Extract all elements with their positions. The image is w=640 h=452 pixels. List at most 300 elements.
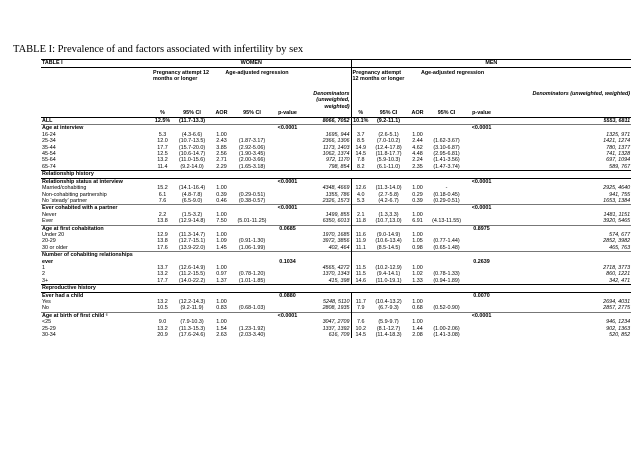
table-body — [41, 60, 631, 339]
women-pvalue — [272, 198, 303, 205]
row-label: 45-54 — [42, 151, 56, 158]
col-pvalue: p-value — [272, 110, 303, 118]
col-pct: % — [152, 110, 173, 118]
men-ci: (8.5-14.5) — [376, 244, 401, 251]
men-aor-ci: (0.78-1.33) — [433, 271, 460, 278]
women-aor: 0.97 — [216, 271, 227, 278]
empty-cell — [498, 205, 631, 212]
empty-cell — [303, 178, 351, 185]
women-aor-ci: (0.78-1.20) — [238, 271, 266, 278]
men-aor-ci: (1.41-3.08) — [433, 332, 460, 339]
empty-cell — [152, 312, 173, 319]
men-pvalue: <0.0001 — [465, 205, 498, 212]
men-aor: 2.44 — [412, 138, 423, 145]
women-ci: (9.2-14.0) — [180, 163, 204, 170]
table-row — [41, 332, 631, 338]
row-label: 55-64 — [42, 157, 56, 164]
group-header-row — [41, 292, 631, 299]
men-pct: 11.6 — [355, 231, 366, 238]
men-pct: 4.0 — [357, 191, 365, 198]
group-header-row — [41, 252, 631, 259]
empty-cell — [407, 312, 428, 319]
row-label: Ever — [42, 218, 54, 225]
men-aor: 2.24 — [412, 157, 423, 164]
empty-cell — [211, 252, 232, 259]
women-pct: 6.1 — [158, 191, 167, 198]
women-pvalue — [272, 218, 303, 225]
row-label: 30 or older — [42, 244, 68, 251]
empty-cell — [232, 178, 272, 185]
empty-cell — [152, 292, 173, 299]
women-ci: (9.2-11.9) — [180, 305, 204, 312]
men-denominators: 520, 852 — [609, 332, 631, 339]
women-pvalue — [272, 164, 303, 171]
men-ci: (8.1-12.7) — [376, 325, 401, 332]
women-denominators: 2326, 1573 — [303, 198, 351, 205]
men-ci: (11.3-14.0) — [375, 185, 402, 192]
empty-cell — [351, 312, 370, 319]
empty-cell — [370, 252, 407, 259]
women-pct: 20.9 — [157, 332, 168, 339]
women-ci: (12.6-14.9) — [178, 264, 206, 271]
empty-cell — [407, 178, 428, 185]
women-aor: 0.39 — [216, 191, 227, 198]
men-aor: 1.00 — [412, 131, 423, 138]
women-pvalue — [272, 252, 303, 259]
empty-cell — [152, 178, 173, 185]
men-denominators: 1481, 1151 — [603, 211, 631, 218]
men-ci: (6.1-11.0) — [377, 163, 401, 170]
table-label: TABLE I — [41, 60, 152, 68]
women-ci: (6.5-9.0) — [181, 197, 203, 204]
empty-cell — [173, 178, 211, 185]
men-aor: 1.00 — [412, 319, 423, 326]
men-aor: 0.29 — [412, 191, 423, 198]
row-label: No ‘steady’ partner — [42, 197, 88, 204]
women-pvalue — [272, 332, 303, 338]
women-denominators: 2808, 1935 — [303, 305, 351, 312]
men-denominators: 902, 1363 — [606, 325, 631, 332]
women-aor: 1.37 — [216, 277, 227, 284]
men-pct: 7.6 — [357, 319, 365, 326]
group-label: ever — [42, 258, 54, 265]
women-preg-attempt-header: Pregnancy attempt 12 months or longer — [153, 70, 210, 83]
group-header-row — [41, 125, 631, 132]
men-ci: (10.6-13.4) — [375, 238, 402, 245]
empty-cell — [370, 292, 407, 299]
table-row — [41, 245, 631, 252]
women-pvalue — [272, 305, 303, 312]
men-denominators: 1325, 971 — [606, 131, 631, 138]
men-pvalue: <0.0001 — [465, 178, 498, 185]
empty-cell — [351, 252, 370, 259]
women-aor: 1.54 — [216, 325, 227, 332]
women-denominators: 616, 709 — [303, 332, 351, 338]
women-aor: 2.43 — [216, 138, 227, 145]
empty-cell — [498, 225, 631, 232]
women-pvalue: 0.0685 — [272, 225, 303, 232]
row-label: 2 — [42, 271, 45, 278]
section-header-row — [41, 285, 631, 292]
col-aor: AOR — [407, 110, 428, 118]
men-denominators: 574, 677 — [609, 231, 631, 238]
men-pvalue — [465, 332, 498, 338]
empty-cell — [173, 225, 211, 232]
men-pct: 11.9 — [355, 238, 366, 245]
group-label: Age at interview — [41, 125, 152, 132]
group-label: Ever had a child — [41, 292, 152, 299]
women-aor: 1.45 — [216, 244, 227, 251]
men-pvalue — [465, 252, 498, 259]
women-aor: 1.00 — [216, 211, 227, 218]
women-pvalue — [272, 245, 303, 252]
women-pct: 13.2 — [157, 157, 168, 164]
row-label: 3+ — [42, 277, 49, 284]
men-aor-ci: (1.62-3.67) — [433, 138, 460, 145]
col-ci: 95% CI — [370, 110, 407, 118]
men-pvalue — [465, 164, 498, 171]
men-denominators: 2718, 3773 — [603, 264, 631, 271]
column-header-row — [41, 110, 631, 118]
women-aor: 2.29 — [216, 163, 227, 170]
women-denominators: 6350, 6013 — [303, 218, 351, 225]
men-pvalue — [465, 218, 498, 225]
group-label: Number of cohabiting relationships — [41, 252, 152, 259]
women-aor: 1.00 — [216, 319, 227, 326]
women-ci: (15.7-20.0) — [178, 144, 206, 151]
all-men-ci: (9.2-11.1) — [370, 118, 407, 125]
women-pct: 11.4 — [157, 163, 168, 170]
empty-cell — [211, 205, 232, 212]
men-denominators: 3920, 5465 — [603, 218, 631, 225]
men-pct: 14.6 — [355, 277, 367, 284]
men-aor-ci: (0.77-1.44) — [433, 238, 460, 245]
men-pct: 3.7 — [357, 131, 365, 138]
men-ci: (5.9-10.3) — [376, 157, 401, 164]
women-denominators: 5248, 5110 — [303, 299, 351, 305]
women-aor-ci: (0.91-1.30) — [238, 238, 266, 245]
women-ci: (7.9-10.3) — [180, 319, 204, 326]
women-denominators: 798, 854 — [303, 164, 351, 171]
women-denominators: 1499, 855 — [303, 212, 351, 218]
women-ci: (11.3-15.3) — [179, 325, 205, 332]
women-ci: (1.5-3.2) — [181, 211, 203, 218]
empty-cell — [303, 225, 351, 232]
col-aor-ci: 95% CI — [428, 110, 465, 118]
women-aor-ci: (1.01-1.85) — [238, 277, 266, 284]
men-header: MEN — [351, 60, 631, 68]
table-row — [41, 218, 631, 225]
men-pvalue — [465, 245, 498, 252]
all-men-pct: 10.1% — [351, 118, 370, 125]
empty-cell — [232, 225, 272, 232]
section-label: Reproductive history — [41, 285, 631, 292]
row-label: Never — [42, 211, 57, 218]
men-aor: 2.08 — [412, 332, 423, 339]
empty-cell — [407, 252, 428, 259]
men-ci: (12.4-17.8) — [375, 144, 402, 151]
row-label: 65-74 — [42, 163, 56, 170]
women-pct: 17.7 — [157, 277, 168, 284]
women-aor: 0.83 — [216, 305, 227, 312]
women-pct: 12.9 — [157, 231, 168, 238]
empty-cell — [407, 205, 428, 212]
women-pct: 7.6 — [158, 197, 167, 204]
empty-cell — [173, 125, 211, 132]
empty-cell — [370, 205, 407, 212]
prevalence-table — [41, 59, 631, 338]
women-pct: 13.2 — [157, 325, 168, 332]
men-aor-ci: (4.13-11.55) — [432, 218, 462, 225]
empty-cell — [428, 252, 465, 259]
women-aor-ci: (2.92-5.06) — [238, 144, 266, 151]
women-pvalue: <0.0001 — [272, 312, 303, 319]
men-denominators: 697, 1094 — [606, 157, 631, 164]
men-aor-ci: (1.00-2.06) — [433, 325, 460, 332]
men-aor-ci: (0.18-0.45) — [433, 191, 460, 198]
men-aor: 1.44 — [412, 325, 423, 332]
table-row — [41, 305, 631, 312]
men-pvalue: 0.8975 — [465, 225, 498, 232]
women-pct: 5.3 — [158, 131, 167, 138]
women-denominators: 1062, 1374 — [303, 151, 351, 157]
row-label: <25 — [42, 319, 52, 326]
men-aor-ci: (0.52-0.90) — [433, 305, 460, 312]
empty-cell — [428, 292, 465, 299]
women-aor: 1.00 — [216, 131, 227, 138]
men-ci: (11.8-17.7) — [375, 151, 402, 158]
men-aor-ci: (1.41-3.56) — [433, 157, 460, 164]
empty-cell — [232, 312, 272, 319]
men-pvalue: <0.0001 — [465, 312, 498, 319]
table-caption: TABLE I: Prevalence of and factors associated with infertility by sex — [13, 44, 304, 55]
men-ci: (2.6-5.1) — [378, 131, 399, 138]
men-pct: 11.5 — [355, 271, 366, 278]
table-row — [41, 164, 631, 171]
all-row — [41, 118, 631, 125]
women-denominators: 2366, 1306 — [303, 138, 351, 144]
section-header-row — [41, 171, 631, 178]
empty-cell — [370, 125, 407, 132]
men-denominators: 2925, 4640 — [603, 185, 631, 192]
men-aor: 2.35 — [412, 163, 423, 170]
men-aor: 1.00 — [412, 299, 423, 305]
empty-cell — [303, 205, 351, 212]
women-pvalue: <0.0001 — [272, 205, 303, 212]
empty-cell — [351, 205, 370, 212]
men-aor-ci: (0.65-1.48) — [433, 244, 460, 251]
men-denominators: 2852, 3982 — [603, 238, 631, 245]
women-ci: (12.2-14.3) — [178, 299, 206, 305]
women-ci: (13.9-22.0) — [178, 244, 206, 251]
women-aor-ci: (5.01-11.25) — [237, 218, 267, 225]
empty-cell — [351, 125, 370, 132]
men-pct: 7.8 — [357, 157, 365, 164]
women-pct: 13.8 — [157, 218, 168, 225]
women-age-adj-header: Age-adjusted regression — [225, 70, 289, 76]
men-aor: 1.02 — [412, 271, 423, 278]
empty-cell — [370, 178, 407, 185]
men-pct: 12.6 — [355, 185, 367, 192]
men-pvalue: 0.0070 — [465, 292, 498, 299]
empty-cell — [173, 205, 211, 212]
men-denominators: 946, 1234 — [606, 319, 631, 326]
women-ci: (4.8-7.8) — [181, 191, 203, 198]
men-pct: 2.1 — [357, 211, 365, 218]
men-ci: (11.4-18.3) — [375, 332, 402, 339]
row-label: 16-24 — [42, 131, 56, 138]
men-ci: (7.0-10.2) — [376, 138, 401, 145]
men-ci: (2.7-5.8) — [378, 191, 399, 198]
men-denominators: 342, 471 — [609, 277, 631, 284]
men-denominators: 1653, 1384 — [603, 197, 631, 204]
row-label: 25-29 — [42, 325, 56, 332]
men-denominators: 780, 1377 — [606, 144, 631, 151]
empty-cell — [232, 292, 272, 299]
empty-cell — [428, 205, 465, 212]
men-denominators: 2857, 2775 — [603, 305, 631, 312]
men-denominators-header: Denominators (unweighted, weighted) — [532, 90, 631, 97]
all-men-denominators: 5553, 6811 — [498, 118, 631, 125]
women-denominators: 3047, 2709 — [303, 319, 351, 325]
men-pct: 10.2 — [355, 325, 367, 332]
men-aor-ci: (1.47-3.74) — [433, 163, 460, 170]
women-ci: (10.6-14.7) — [178, 151, 206, 158]
women-pct: 17.6 — [157, 244, 168, 251]
empty-cell — [232, 205, 272, 212]
women-aor: 1.00 — [216, 264, 227, 271]
women-denominators: 1355, 786 — [303, 192, 351, 198]
women-ci: (12.7-15.1) — [178, 238, 206, 245]
all-women-pct: 12.5% — [152, 118, 173, 125]
col-ci: 95% CI — [173, 110, 211, 118]
men-pvalue: <0.0001 — [465, 125, 498, 132]
empty-cell — [428, 312, 465, 319]
all-label: ALL — [41, 118, 152, 125]
women-pct: 2.2 — [158, 211, 167, 218]
women-pct: 12.5 — [157, 151, 168, 158]
women-aor-ci: (2.03-3.40) — [238, 332, 266, 339]
women-pct: 10.5 — [157, 305, 168, 312]
empty-cell — [407, 225, 428, 232]
empty-cell — [303, 312, 351, 319]
empty-cell — [232, 252, 272, 259]
women-aor: 3.85 — [216, 144, 227, 151]
col-pvalue: p-value — [465, 110, 498, 118]
men-age-adj-header: Age-adjusted regression — [420, 70, 485, 76]
men-pct: 5.3 — [357, 197, 365, 204]
women-pvalue: 0.1034 — [279, 258, 296, 265]
women-aor: 2.71 — [216, 157, 227, 164]
table-title-row — [41, 60, 631, 68]
row-label: 1 — [42, 264, 45, 271]
women-denominators: 1337, 1392 — [303, 326, 351, 332]
women-pct: 17.7 — [157, 144, 168, 151]
men-pct: 11.1 — [355, 244, 366, 251]
men-denominators: 465, 763 — [609, 244, 631, 251]
women-ci: (14.1-16.4) — [178, 185, 206, 192]
men-ci: (5.9-9.7) — [378, 319, 399, 326]
women-aor: 1.00 — [216, 299, 227, 305]
men-denominators: 589, 767 — [609, 163, 631, 170]
women-pvalue: <0.0001 — [272, 178, 303, 185]
row-label: 20-29 — [42, 238, 56, 245]
men-aor: 0.39 — [412, 197, 423, 204]
men-aor: 0.98 — [412, 244, 423, 251]
men-aor: 4.48 — [412, 151, 423, 158]
women-ci: (11.3-14.7) — [179, 231, 205, 238]
empty-cell — [152, 205, 173, 212]
men-pct: 8.5 — [357, 138, 365, 145]
women-denominators: 415, 398 — [303, 278, 351, 285]
women-denominators: 1173, 1403 — [303, 145, 351, 151]
row-label: 30-34 — [42, 332, 56, 339]
row-label: No — [42, 305, 49, 312]
women-aor-ci: (1.65-3.18) — [238, 163, 266, 170]
men-pvalue — [465, 198, 498, 205]
row-label: Yes — [42, 299, 51, 305]
row-label: Non-cohabiting partnership — [42, 191, 107, 198]
men-aor: 1.00 — [412, 185, 423, 192]
women-aor: 1.09 — [216, 238, 227, 245]
women-aor: 7.50 — [216, 218, 227, 225]
men-pct: 11.8 — [355, 218, 366, 225]
men-pvalue: 0.2639 — [473, 258, 490, 265]
empty-cell — [303, 252, 351, 259]
men-denominators: 2694, 4031 — [603, 299, 631, 305]
women-pct: 15.2 — [157, 185, 168, 192]
women-aor-ci: (1.87-3.17) — [238, 138, 266, 145]
row-label: Married/cohabiting — [42, 185, 87, 192]
men-aor-ci: (0.29-0.51) — [433, 197, 460, 204]
women-ci: (11.0-15.6) — [179, 157, 205, 164]
empty-cell — [211, 178, 232, 185]
group-label: Age at first cohabitation — [41, 225, 152, 232]
women-aor-ci: (0.29-0.51) — [238, 191, 266, 198]
men-aor: 1.05 — [412, 238, 423, 245]
women-ci: (11.2-15.5) — [179, 271, 205, 278]
empty-cell — [351, 225, 370, 232]
men-aor: 4.62 — [412, 144, 423, 151]
women-pct: 9.0 — [158, 319, 167, 326]
women-ci: (4.3-6.6) — [181, 131, 203, 138]
col-aor: AOR — [211, 110, 232, 118]
women-aor-ci: (2.00-3.66) — [238, 157, 266, 164]
men-ci: (11.0-19.1) — [375, 277, 402, 284]
row-label: 25-34 — [42, 138, 56, 145]
men-denominators: 941, 755 — [609, 191, 631, 198]
empty-cell — [351, 178, 370, 185]
empty-cell — [407, 292, 428, 299]
men-ci: (10.2-12.9) — [375, 264, 402, 271]
empty-cell — [428, 225, 465, 232]
empty-cell — [303, 125, 351, 132]
empty-cell — [152, 125, 173, 132]
women-aor: 2.63 — [216, 332, 227, 339]
women-denominators-header: Denominators (unweighted, weighted) — [303, 83, 351, 110]
women-aor: 1.00 — [216, 185, 227, 192]
women-aor-ci: (1.06-1.99) — [238, 244, 266, 251]
row-label: 35-44 — [42, 144, 56, 151]
women-pct: 12.0 — [157, 138, 168, 145]
men-aor: 1.00 — [412, 264, 423, 271]
empty-cell — [173, 312, 211, 319]
empty-cell — [173, 252, 211, 259]
men-aor-ci: - — [445, 185, 448, 192]
women-denominators: 1970, 1685 — [303, 232, 351, 238]
empty-cell — [351, 292, 370, 299]
women-pct: 13.2 — [157, 299, 168, 305]
